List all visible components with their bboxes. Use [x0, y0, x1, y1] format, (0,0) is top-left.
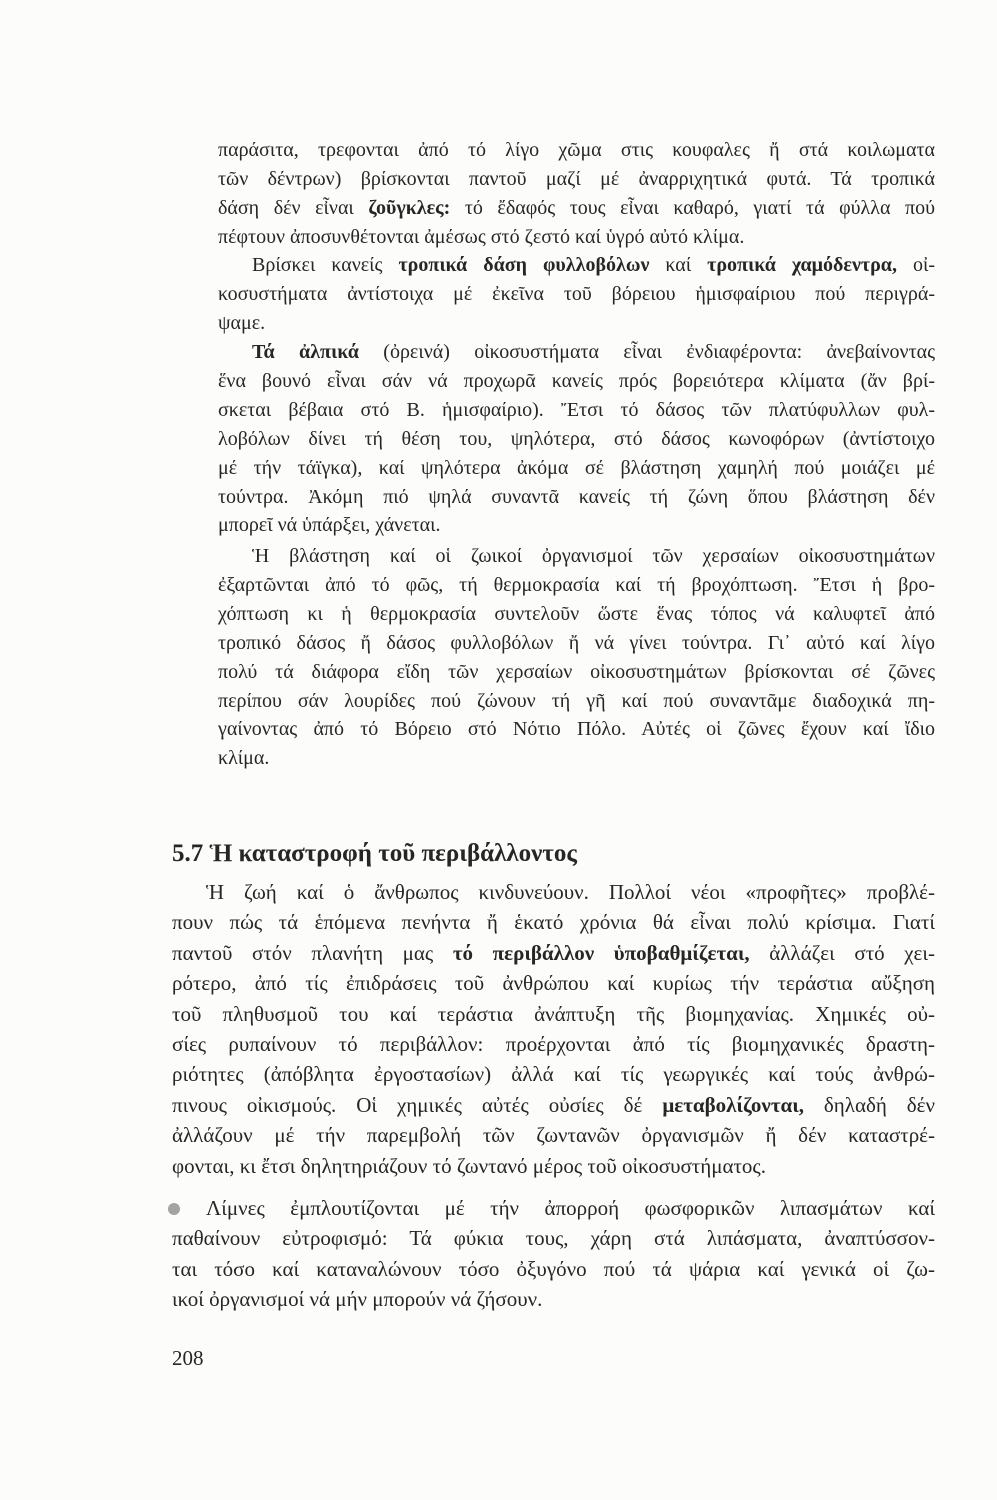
bold-term: μεταβολίζονται, — [662, 1092, 804, 1117]
text-run: δηλαδή δέν — [803, 1092, 935, 1117]
text-run: τούντρα. Ἀκόμη πιό ψηλά συναντᾶ κανείς τή ζώνη ὅπου βλάστηση δέν — [218, 485, 935, 508]
text-line — [218, 136, 935, 165]
section-heading: 5.7 Ἡ καταστροφή τοῦ περιβάλλοντος — [172, 840, 577, 867]
text-run: πολύ τά διάφορα εἴδη τῶν χερσαίων οἰκοσυστημάτων βρίσκονται σέ ζῶνες — [218, 660, 935, 683]
text-run: κλίμα. — [218, 747, 270, 770]
text-line — [172, 877, 935, 907]
text-line — [218, 571, 935, 600]
text-run: (ὀρεινά) οἰκοσυστήματα εἶναι ἐνδιαφέροντα: ἀνεβαίνοντας — [358, 341, 935, 363]
bold-term: τροπικά δάση φυλλοβόλων — [398, 254, 650, 276]
text-run: γαίνοντας ἀπό τό Βόρειο στό Νότιο Πόλο. Αὐτές οἱ ζῶνες ἔχουν καί ἴδιο — [218, 718, 935, 741]
paragraph-tropical-forests — [218, 251, 935, 338]
text-line — [218, 367, 935, 396]
bold-term: τό περιβάλλον ὑποβαθμίζεται, — [452, 940, 750, 965]
text-line — [218, 165, 935, 194]
paragraph-environment-destruction — [172, 877, 935, 1181]
text-line — [218, 629, 935, 658]
text-run: ται τόσο καί καταναλώνουν τόσο ὀξυγόνο πού τά ψάρια καί γενικά οἱ ζω- — [172, 1256, 935, 1281]
text-line — [218, 251, 935, 280]
text-line — [218, 454, 935, 483]
text-run: πέφτουν ἀποσυνθέτονται ἀμέσως στό ζεστό καί ὑγρό αὐτό κλίμα. — [218, 225, 745, 248]
paragraph-alpine-ecosystems — [218, 338, 935, 540]
text-run: δάση δέν εἶναι — [218, 196, 369, 219]
text-run: σκεται βέβαια στό Β. ἡμισφαίριο). Ἔτσι τό δάσος τῶν πλατύφυλλων φυλ- — [218, 398, 935, 421]
text-run: παντοῦ στόν πλανήτη μας — [172, 940, 453, 965]
text-run: τροπικό δάσος ἤ δάσος φυλλοβόλων ἤ νά γίνει τούντρα. Γι᾽ αὐτό καί λίγο — [218, 631, 935, 654]
text-run: λοβόλων δίνει τή θέση του, ψηλότερα, στό δάσος κωνοφόρων (ἀντίστοιχο — [218, 427, 935, 450]
text-run: κοσυστήματα ἀντίστοιχα μέ ἐκεῖνα τοῦ βόρειου ἡμισφαίριου πού περιγρά- — [218, 282, 935, 305]
text-line — [172, 968, 935, 998]
text-line — [218, 425, 935, 454]
text-run: χόπτωση κι ἡ θερμοκρασία συντελοῦν ὥστε ἕνας τόπος νά καλυφτεῖ ἀπό — [218, 602, 935, 625]
text-line — [172, 1059, 935, 1089]
text-run: Ἡ βλάστηση καί οἱ ζωικοί ὀργανισμοί τῶν χερσαίων οἰκοσυστημάτων — [252, 545, 935, 567]
text-run: ικοί ὀργανισμοί νά μήν μπορούν νά ζήσουν. — [172, 1287, 543, 1312]
text-run: μπορεῖ νά ὑπάρξει, χάνεται. — [218, 514, 441, 537]
text-line — [172, 938, 935, 968]
text-run: περίπου σάν λουρίδες πού ζώνουν τή γῆ καί πού συναντᾶμε διαδοχικά πη- — [218, 689, 935, 712]
text-line — [218, 511, 935, 540]
text-run: μέ τήν τάϊγκα), καί ψηλότερα ἀκόμα σέ βλάστηση χαμηλή πού μοιάζει μέ — [218, 456, 935, 479]
text-run: Βρίσκει κανείς — [252, 254, 399, 276]
text-run: παθαίνουν εὐτροφισμό: Τά φύκια τους, χάρη στά λιπάσματα, ἀναπτύσσον- — [172, 1226, 935, 1251]
text-run: ἐξαρτῶνται ἀπό τό φῶς, τή θερμοκρασία καί τή βροχόπτωση. Ἔτσι ἡ βρο- — [218, 573, 935, 596]
text-run: φονται, κι ἔτσι δηλητηριάζουν τό ζωντανό μέρος τοῦ οἰκοσυστήματος. — [172, 1153, 766, 1178]
text-line — [218, 687, 935, 716]
text-line — [172, 1193, 935, 1223]
text-line — [172, 1254, 935, 1284]
bold-term: ζοῦγκλες: — [368, 196, 451, 219]
text-run: ριότητες (ἀπόβλητα ἐργοστασίων) ἀλλά καί τίς γεωργικές καί τούς ἀνθρώ- — [172, 1062, 935, 1087]
text-line — [218, 396, 935, 425]
paragraph-terrestrial-zones — [218, 542, 935, 773]
text-line — [218, 658, 935, 687]
text-line — [172, 1090, 935, 1120]
text-line — [172, 1284, 935, 1314]
text-run: σίες ρυπαίνουν τό περιβάλλον: προέρχονται ἀπό τίς βιομηχανικές δραστη- — [172, 1032, 935, 1057]
text-run: παράσιτα, τρεφονται ἀπό τό λίγο χῶμα στις κουφαλες ἤ στά κοιλωματα — [218, 139, 935, 161]
text-line — [218, 715, 935, 744]
text-run: ἕνα βουνό εἶναι σάν νά προχωρᾶ κανείς πρός βορειότερα κλίματα (ἄν βρί- — [218, 369, 935, 392]
text-run: ἀλλάζει στό χει- — [749, 940, 936, 965]
text-run: πουν πώς τά ἑπόμενα πενήντα ἤ ἑκατό χρόνια θά εἶναι πολύ κρίσιμα. Γιατί — [172, 910, 935, 935]
paragraph-eutrophication-note — [172, 1193, 935, 1315]
text-line — [172, 999, 935, 1029]
text-run: ἀλλάζουν μέ τήν παρεμβολή τῶν ζωντανῶν ὀργανισμῶν ἤ δέν καταστρέ- — [172, 1123, 935, 1148]
text-run: οἰ- — [896, 254, 935, 276]
paragraph-continued — [218, 136, 935, 252]
text-run: Λίμνες ἐμπλουτίζονται μέ τήν ἀπορροή φωσφορικῶν λιπασμάτων καί — [206, 1196, 935, 1220]
text-run: ψαμε. — [218, 311, 266, 334]
bold-term: τροπικά χαμόδεντρα, — [707, 254, 897, 276]
text-line — [218, 600, 935, 629]
page-number: 208 — [172, 1346, 204, 1370]
text-run: ρότερο, ἀπό τίς ἐπιδράσεις τοῦ ἀνθρώπου καί κυρίως τήν τεράστια αὔξηση — [172, 971, 935, 996]
text-run: Ἡ ζωή καί ὁ ἄνθρωπος κινδυνεύουν. Πολλοί νέοι «προφῆτες» προβλέ- — [206, 880, 935, 904]
text-run: πινους οἰκισμούς. Οἱ χημικές αὐτές οὐσίες δέ — [172, 1092, 663, 1117]
bold-term: Τά ἀλπικά — [252, 341, 359, 363]
text-line — [218, 542, 935, 571]
text-line — [218, 194, 935, 223]
text-line — [172, 907, 935, 937]
text-line — [218, 309, 935, 338]
text-line — [172, 1151, 935, 1181]
text-line — [218, 338, 935, 367]
text-run: τοῦ πληθυσμοῦ του καί τεράστια ἀνάπτυξη τῆς βιομηχανίας. Χημικές οὐ- — [172, 1001, 935, 1026]
text-line — [218, 223, 935, 252]
text-line — [172, 1223, 935, 1253]
text-line — [218, 280, 935, 309]
text-run: τό ἔδαφός τους εἶναι καθαρό, γιατί τά φύλλα πού — [450, 196, 935, 219]
text-line — [218, 744, 935, 773]
text-line — [172, 1029, 935, 1059]
text-run: τῶν δέντρων) βρίσκονται παντοῦ μαζί μέ ἀναρριχητικά φυτά. Τά τροπικά — [218, 167, 935, 190]
text-run: καί — [649, 254, 708, 276]
text-line — [218, 483, 935, 512]
text-line — [172, 1120, 935, 1150]
